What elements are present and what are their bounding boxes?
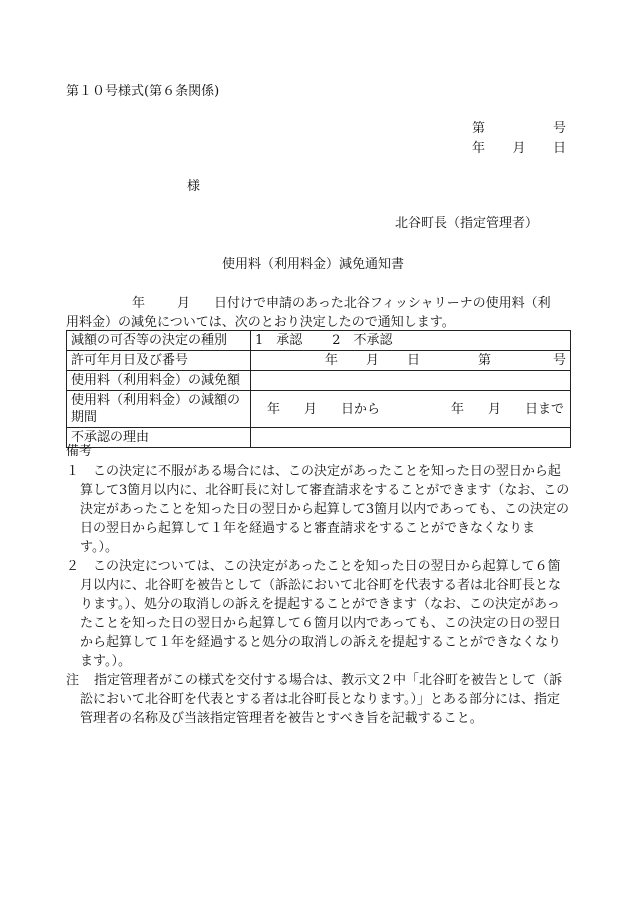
row-label: 使用料（利用料金）の減額の期間 (67, 391, 251, 428)
rejection-reason-value (251, 428, 571, 448)
intro-year: 年 (132, 296, 146, 311)
intro-month: 月 (177, 296, 191, 311)
issuer: 北谷町長（指定管理者） (395, 216, 539, 231)
decision-table (66, 330, 571, 448)
note-number: １ (66, 464, 80, 479)
period-to-day: 日まで (524, 401, 564, 417)
period-from-month: 月 (304, 401, 318, 417)
note-text: この決定に不服がある場合には、この決定があったことを知った日の翌日から起算して3箇月以内に、北谷町長に対して審査請求をすることができます（なお、この決定があったことを知った日の翌日から起算して3箇月以内であっても、この決定の日の翌日から起算して１年を経過すると審査請求をすることができなくなります。）。 (80, 464, 570, 555)
period-from-year: 年 (267, 401, 281, 417)
intro-line-2: 用料金）の減免については、次のとおり決定したので通知します。 (66, 315, 455, 330)
document-date (472, 141, 566, 157)
period-from-day: 日から (341, 401, 381, 417)
table-row (67, 428, 571, 448)
note-text: この決定については、この決定があったことを知った日の翌日から起算して６箇月以内に、北谷町を被告として（訴訟において北谷町を代表する者は北谷町長となります。）、処分の取消しの訴えを提起することができます（なお、この決定があったことを知った日の翌日から起算して６箇月以内であっても、この決定の日の翌日から起算して１年を経過すると処分の取消しの訴えを提起することができなくなります。）。 (80, 559, 562, 669)
intro-paragraph (66, 294, 571, 332)
decision-type-value (251, 331, 571, 351)
notes-heading: 備考 (66, 444, 93, 459)
note-item-1 (66, 462, 571, 557)
approve-option: 1 承認 (255, 333, 303, 348)
number-label-prefix: 第 (472, 121, 486, 136)
document-number (472, 121, 566, 137)
date-year-label: 年 (472, 141, 486, 156)
note-annotation (66, 671, 571, 728)
note-number: ２ (66, 559, 80, 574)
form-id: 第１０号様式(第６条関係) (66, 84, 220, 99)
intro-line-1 (66, 294, 571, 313)
note-text: 指定管理者がこの様式を交付する場合は、教示文２中「北谷町を被告として（訴訟において北谷町を代表とする者は北谷町長となります。）」とある部分には、指定管理者の名称及び当該指定管理者を被告とすべき旨を記載すること。 (80, 673, 563, 726)
permit-day: 日 (407, 353, 421, 368)
number-label-suffix: 号 (552, 121, 566, 136)
reduction-period-value (251, 391, 571, 428)
row-label: 不承認の理由 (67, 428, 251, 448)
note-item-2 (66, 557, 571, 671)
date-month-label: 月 (512, 141, 526, 156)
table-row (67, 391, 571, 428)
addressee: 様 (187, 179, 201, 194)
period-to-month: 月 (487, 401, 501, 417)
date-day-label: 日 (552, 141, 566, 156)
permit-month: 月 (366, 353, 380, 368)
permit-date-number (251, 351, 571, 371)
table-row (67, 351, 571, 371)
permit-no-suffix: 号 (552, 353, 566, 368)
period-to-year: 年 (450, 401, 464, 417)
row-label: 減額の可否等の決定の種別 (67, 331, 251, 351)
row-label: 許可年月日及び番号 (67, 351, 251, 371)
permit-no-prefix: 第 (477, 353, 491, 368)
exemption-amount-value (251, 371, 571, 391)
intro-line-1-rest: 日付けで申請のあった北谷フィッシャリーナの使用料（利 (214, 296, 551, 311)
table-row (67, 371, 571, 391)
document-title: 使用料（利用料金）減免通知書 (222, 257, 405, 272)
table-row (67, 331, 571, 351)
permit-year: 年 (325, 353, 339, 368)
note-number: 注 (66, 673, 80, 688)
reject-option: 2 不承認 (332, 333, 393, 348)
row-label: 使用料（利用料金）の減免額 (67, 371, 251, 391)
